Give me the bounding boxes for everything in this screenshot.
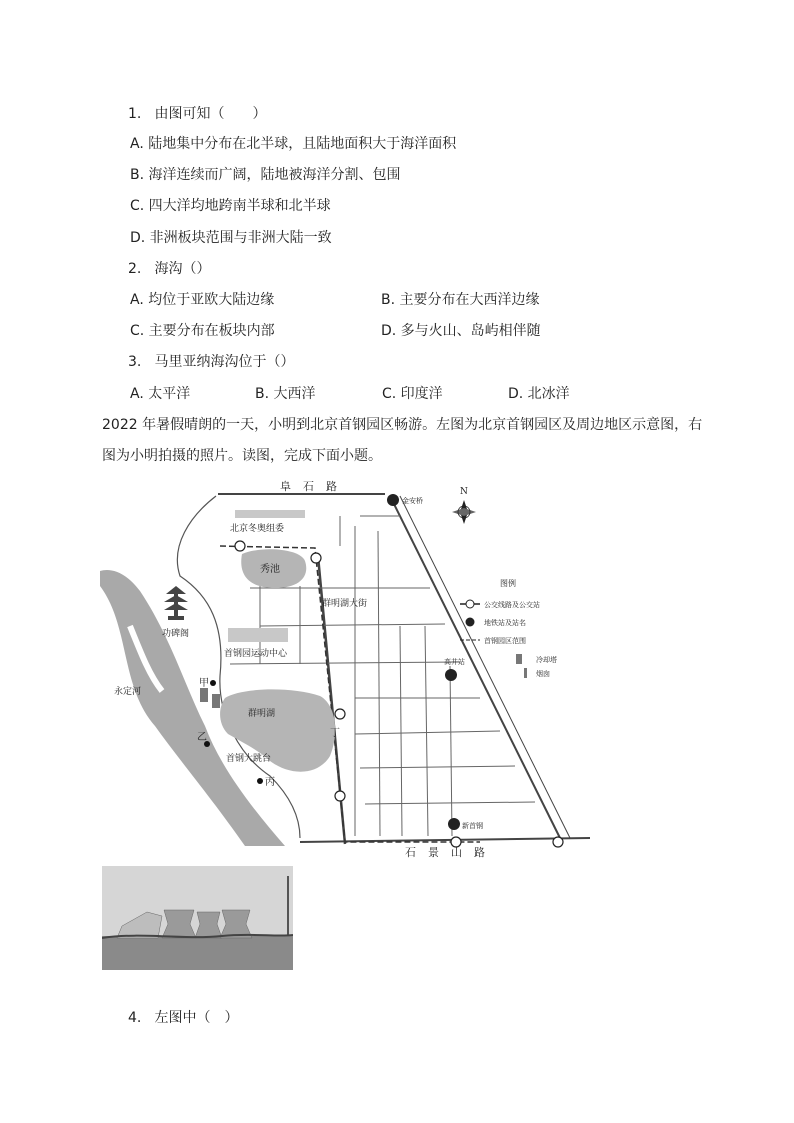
label-avenue: 群明湖大街 — [322, 599, 368, 609]
label-pond: 秀池 — [260, 564, 280, 575]
photo-towers — [162, 910, 252, 938]
option: C. 印度洋 — [382, 386, 443, 402]
question-2 — [128, 259, 210, 279]
option: A. 陆地集中分布在北半球，且陆地面积大于海洋面积 — [130, 136, 457, 152]
photo-chimney — [287, 876, 289, 936]
legend-metro-icon — [466, 618, 475, 627]
label-olympics: 北京冬奥组委 — [230, 524, 285, 534]
label-river: 永定河 — [114, 687, 142, 697]
legend-title: 图例 — [500, 579, 516, 588]
legend-chimney-icon — [524, 668, 527, 678]
question-1 — [128, 104, 266, 124]
legend-item: 烟囱 — [536, 670, 550, 678]
label-sports-center: 首钢园运动中心 — [224, 649, 288, 659]
station-label: 高井站 — [444, 658, 465, 666]
option: B. 主要分布在大西洋边缘 — [381, 292, 540, 308]
station-label: 金安桥 — [402, 497, 423, 505]
road-label-top: 阜石路 — [280, 480, 349, 493]
question-4 — [128, 1008, 238, 1028]
question-number: 1. — [128, 106, 142, 122]
option: C. 主要分布在板块内部 — [130, 323, 275, 339]
label-jump: 首钢大跳台 — [226, 754, 272, 764]
option: A. 均位于亚欧大陆边缘 — [130, 292, 275, 308]
question-stem: 马里亚纳海沟位于（） — [154, 354, 295, 370]
legend-item: 首钢园区范围 — [484, 637, 526, 645]
passage-line: 2022 年暑假晴朗的一天，小明到北京首钢园区畅游。左图为北京首钢园区及周边地区示意图，右 — [102, 417, 703, 433]
option: D. 北冰洋 — [508, 386, 570, 402]
legend-item: 地铁站及站名 — [484, 619, 526, 627]
question-number: 4. — [128, 1010, 142, 1026]
road-label-bottom: 石景山路 — [405, 846, 497, 858]
cooling-towers-photo — [102, 866, 293, 970]
option: D. 多与火山、岛屿相伴随 — [381, 323, 541, 339]
legend-tower-icon — [516, 654, 522, 664]
label-lake: 群明湖 — [248, 709, 276, 719]
shougang-park-map — [100, 476, 600, 858]
legend-item: 冷却塔 — [536, 656, 557, 664]
olympics-block — [235, 510, 305, 518]
question-stem: 由图可知（ ） — [154, 106, 267, 122]
option: B. 大西洋 — [255, 386, 316, 402]
point-yi: 乙 — [197, 732, 207, 743]
sports-center-block — [228, 628, 288, 642]
point-jia: 甲 — [199, 678, 209, 689]
label-pavilion: 功碑阁 — [162, 629, 190, 639]
question-stem: 海沟（） — [154, 261, 211, 277]
question-number: 3. — [128, 354, 142, 370]
option: A. 太平洋 — [130, 386, 191, 402]
question-stem: 左图中（ ） — [154, 1010, 239, 1026]
point-ding: 丁 — [330, 728, 340, 739]
question-number: 2. — [128, 261, 142, 277]
passage-line: 图为小明拍摄的照片。读图，完成下面小题。 — [102, 448, 382, 464]
question-3 — [128, 352, 294, 372]
legend-bus-icon — [466, 600, 474, 608]
north-label: N — [460, 487, 468, 497]
option: D. 非洲板块范围与非洲大陆一致 — [130, 230, 332, 246]
photo-water — [102, 936, 293, 970]
option: B. 海洋连续而广阔，陆地被海洋分割、包围 — [130, 167, 401, 183]
station-label: 新首钢 — [462, 822, 483, 830]
legend-item: 公交线路及公交站 — [484, 601, 540, 609]
option: C. 四大洋均地跨南半球和北半球 — [130, 198, 331, 214]
point-bing: 丙 — [265, 777, 275, 788]
